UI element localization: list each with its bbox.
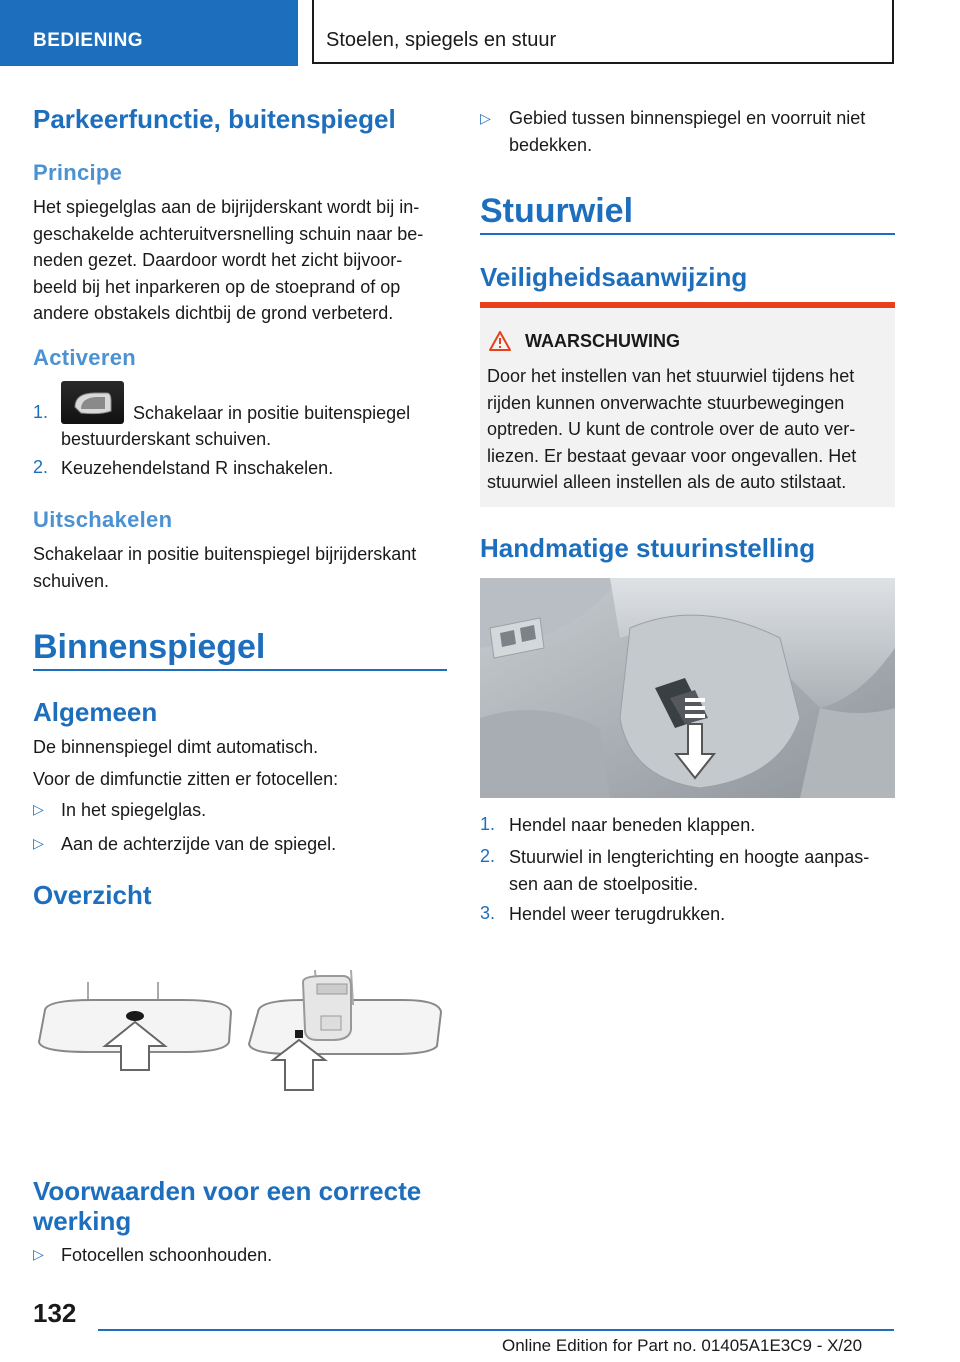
heading-veiligheid: Veiligheidsaanwijzing	[480, 262, 748, 292]
heading-overzicht: Overzicht	[33, 880, 152, 910]
algemeen-text: De binnenspiegel dimt automatisch.	[33, 737, 319, 757]
section-label: BEDIENING	[33, 30, 144, 51]
mirror-switch-icon	[61, 381, 124, 424]
bullet-icon: ▷	[33, 835, 44, 851]
step-number: 1.	[480, 814, 496, 834]
page-number: 132	[33, 1298, 77, 1328]
warning-label: WAARSCHUWING	[525, 331, 680, 351]
step-number: 2.	[33, 457, 49, 477]
algemeen-text: Voor de dimfunctie zitten er fotocellen:	[33, 769, 339, 789]
bullet-text: In het spiegelglas.	[61, 800, 207, 820]
bullet-text: Fotocellen schoonhouden.	[61, 1245, 273, 1265]
heading-activeren: Activeren	[33, 345, 136, 370]
heading-handmatig: Handmatige stuurinstelling	[480, 533, 816, 563]
heading-voorwaarden: Voorwaarden voor een correcte werking	[33, 1176, 422, 1236]
heading-rule	[33, 669, 447, 671]
uitschakelen-text: Schakelaar in positie buitenspiegel bijrijderskant schuiven.	[33, 544, 417, 591]
warning-text: Door het instellen van het stuurwiel tijdens het rijden kunnen onverwachte stuurbewegingen optreden. U kunt de controle over de auto ver- liezen. Er bestaat gevaar voor ongevallen. Het stuurwiel alleen instellen als de auto stilstaat.	[487, 366, 857, 492]
step-number: 2.	[480, 846, 496, 866]
step-text: Stuurwiel in lengterichting en hoogte aanpas- sen aan de stoelpositie.	[509, 847, 870, 894]
step-number: 3.	[480, 903, 496, 923]
bullet-icon: ▷	[33, 1246, 44, 1262]
heading-algemeen: Algemeen	[33, 697, 158, 727]
steering-column-illustration	[480, 578, 895, 798]
step-number: 1.	[33, 402, 49, 422]
edition-text: Online Edition for Part no. 01405A1E3C9 - X/20	[502, 1336, 863, 1355]
warning-bar	[480, 302, 895, 308]
principe-text: Het spiegelglas aan de bijrijderskant wordt bij in- geschakelde achteruitversnelling schuin naar be- neden gezet. Daardoor wordt het zicht bijvoor- beeld bij het inparkeren op de stoeprand of op andere obstakels dichtbij de grond verbeterd.	[33, 197, 424, 323]
bullet-text: Gebied tussen binnenspiegel en voorruit niet bedekken.	[509, 108, 866, 155]
bullet-text: Aan de achterzijde van de spiegel.	[61, 834, 337, 854]
step-text: Hendel weer terugdrukken.	[509, 904, 726, 924]
chapter-label: Stoelen, spiegels en stuur	[326, 29, 557, 51]
warning-icon	[488, 330, 512, 352]
heading-parking: Parkeerfunctie, buitenspiegel	[33, 104, 396, 134]
footer-rule	[98, 1329, 894, 1331]
bullet-icon: ▷	[33, 801, 44, 817]
mirror-illustration	[33, 960, 447, 1100]
chapter-tab	[312, 0, 894, 64]
heading-uitschakelen: Uitschakelen	[33, 507, 173, 532]
heading-stuurwiel: Stuurwiel	[480, 192, 634, 230]
heading-rule	[480, 233, 895, 235]
step-text: Hendel naar beneden klappen.	[509, 815, 756, 835]
step-text: Schakelaar in positie buitenspiegel	[133, 403, 411, 423]
bullet-icon: ▷	[480, 110, 491, 126]
section-tab	[0, 0, 298, 66]
heading-binnenspiegel: Binnenspiegel	[33, 628, 266, 666]
step-text: Keuzehendelstand R inschakelen.	[61, 458, 334, 478]
step-text: bestuurderskant schuiven.	[61, 429, 272, 449]
heading-principe: Principe	[33, 160, 123, 185]
